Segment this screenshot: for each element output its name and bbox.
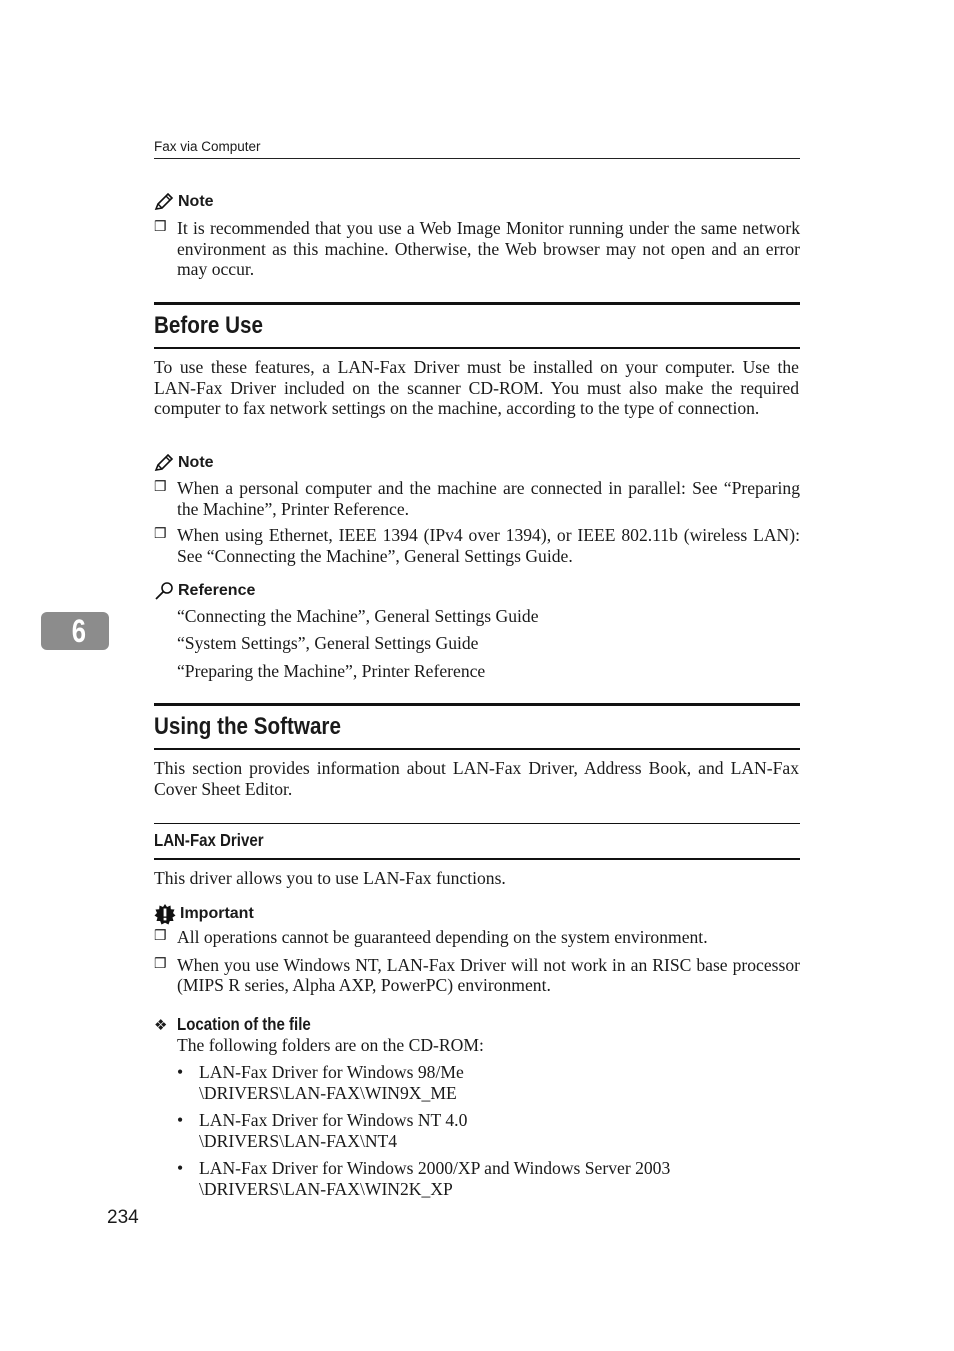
reference-line: “Connecting the Machine”, General Settings Guide bbox=[177, 606, 539, 626]
note-list bbox=[154, 478, 800, 567]
section-rule-top bbox=[154, 703, 800, 706]
bullet-icon: • bbox=[177, 1158, 184, 1178]
important-item-text: All operations cannot be guaranteed depending on the system environment. bbox=[177, 927, 708, 947]
reference-label: Reference bbox=[178, 582, 256, 599]
bullet-icon: • bbox=[177, 1110, 184, 1130]
note-item bbox=[154, 478, 800, 519]
note-heading bbox=[154, 193, 214, 211]
pencil-icon bbox=[154, 193, 174, 211]
note-item bbox=[154, 218, 800, 280]
subsection-rule-top bbox=[154, 823, 800, 824]
note-list bbox=[154, 218, 800, 280]
reference-line: “Preparing the Machine”, Printer Reference bbox=[177, 661, 486, 681]
driver-name: LAN-Fax Driver for Windows 98/Me bbox=[199, 1062, 464, 1082]
chapter-number: 6 bbox=[71, 613, 87, 649]
page-number: 234 bbox=[107, 1207, 139, 1228]
checkbox-icon: ❒ bbox=[154, 480, 167, 495]
reference-line: “System Settings”, General Settings Guide bbox=[177, 633, 479, 653]
important-item bbox=[154, 955, 800, 996]
checkbox-icon: ❒ bbox=[154, 220, 167, 235]
checkbox-icon: ❒ bbox=[154, 527, 167, 543]
driver-path: \DRIVERS\LAN-FAX\NT4 bbox=[199, 1130, 398, 1151]
section-rule-top bbox=[154, 302, 800, 305]
before-use-paragraph: To use these features, a LAN-Fax Driver must be installed on your computer. Use the LAN-Fax Driver included on the scanner CD-ROM. You must also make the required computer to fax network settings on the machine, according to the type of connection. bbox=[154, 357, 799, 419]
note-item-text: When using Ethernet, IEEE 1394 (IPv4 over 1394), or IEEE 802.11b (wireless LAN): See “Connecting the Machine”, General Settings Guide. bbox=[177, 525, 800, 567]
magnifier-icon bbox=[154, 581, 174, 601]
location-intro: The following folders are on the CD-ROM: bbox=[177, 1035, 484, 1055]
lan-fax-paragraph: This driver allows you to use LAN-Fax functions. bbox=[154, 868, 506, 888]
header-rule bbox=[154, 158, 800, 159]
note-label: Note bbox=[178, 193, 214, 210]
note-label: Note bbox=[178, 454, 214, 471]
note-item-text: It is recommended that you use a Web Image Monitor running under the same network environment as this machine. Otherwise, the Web browser may not open and an error may occur. bbox=[177, 218, 800, 280]
important-item-text: When you use Windows NT, LAN-Fax Driver will not work in an RISC base processor (MIPS R series, Alpha AXP, PowerPC) environment. bbox=[177, 954, 800, 996]
list-item bbox=[177, 1110, 467, 1151]
checkbox-icon: ❒ bbox=[154, 929, 167, 944]
important-label: Important bbox=[180, 905, 254, 922]
checkbox-icon: ❒ bbox=[154, 956, 167, 972]
pencil-icon bbox=[154, 454, 174, 472]
driver-path: \DRIVERS\LAN-FAX\WIN2K_XP bbox=[199, 1178, 453, 1199]
important-list bbox=[154, 927, 800, 996]
using-software-paragraph: This section provides information about LAN-Fax Driver, Address Book, and LAN-Fax Cover Sheet Editor. bbox=[154, 758, 799, 799]
subsection-rule-bottom bbox=[154, 858, 800, 860]
diamond-icon: ❖ bbox=[154, 1015, 168, 1034]
note-item bbox=[154, 525, 800, 566]
section-heading: Using the Software bbox=[154, 713, 341, 740]
section-rule-bottom bbox=[154, 347, 800, 349]
note-heading bbox=[154, 454, 214, 472]
running-header: Fax via Computer bbox=[154, 139, 261, 154]
location-heading-text: Location of the file bbox=[177, 1014, 311, 1034]
reference-heading bbox=[154, 581, 255, 601]
list-item bbox=[177, 1158, 670, 1199]
bullet-icon: • bbox=[177, 1062, 184, 1082]
chapter-tab bbox=[41, 612, 109, 650]
important-heading bbox=[154, 903, 254, 925]
list-item bbox=[177, 1062, 464, 1103]
subsection-heading: LAN-Fax Driver bbox=[154, 830, 264, 850]
note-item-text: When a personal computer and the machine are connected in parallel: See “Preparing the Machine”, Printer Reference. bbox=[177, 478, 800, 519]
driver-path: \DRIVERS\LAN-FAX\WIN9X_ME bbox=[199, 1082, 457, 1103]
driver-name: LAN-Fax Driver for Windows 2000/XP and Windows Server 2003 bbox=[199, 1158, 671, 1178]
location-heading bbox=[154, 1014, 333, 1035]
section-heading: Before Use bbox=[154, 312, 263, 339]
important-icon bbox=[154, 903, 176, 925]
driver-name: LAN-Fax Driver for Windows NT 4.0 bbox=[199, 1110, 468, 1130]
section-rule-bottom bbox=[154, 748, 800, 750]
important-item bbox=[154, 927, 800, 948]
